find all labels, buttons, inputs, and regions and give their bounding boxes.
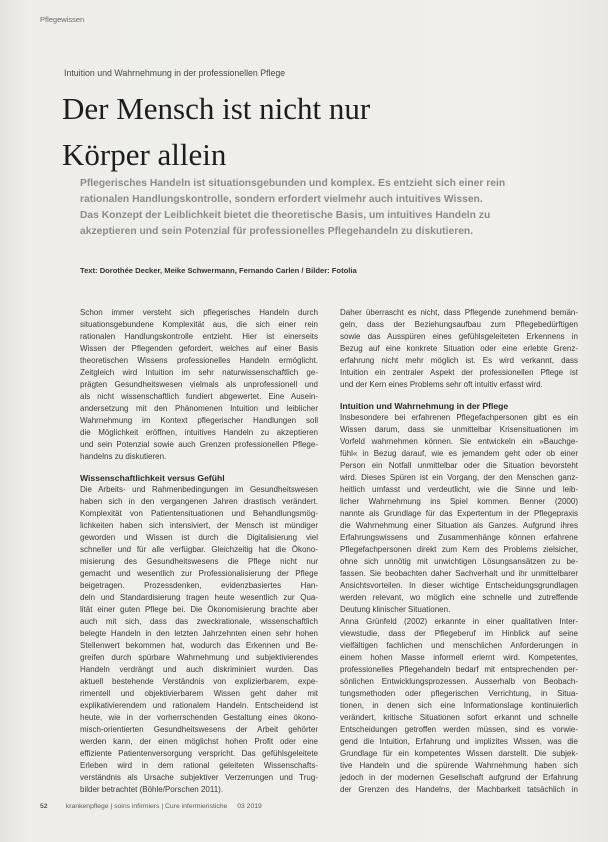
kicker: Intuition und Wahrnehmung in der professionellen Pflege [64,68,286,78]
body-column-left [80,307,318,796]
text-line: Wissen der Pflegenden gefordert, welches auf einer Basis [80,344,318,353]
publication-name: krankenpflege | soins infirmiers | Cure infermieristiche [65,803,228,810]
text-line: und der Kern eines Problems sehr oft intuitiv erfasst wird. [340,380,543,389]
text-line: die Möglichkeit eröffnen, intuitives Handeln zu akzeptieren [80,428,318,437]
paragraph [80,484,318,796]
paragraph [340,616,578,796]
text-line: Erfahrungswissens und Zusammenhänge können erfahrene [340,533,578,542]
text-line: handelns zu diskutieren. [80,452,167,461]
text-line: Handeln verdrängt und auch diskriminiert wurden. Das [80,665,318,674]
text-line: beigetragen. Prozessdenken, evidenzbasiertes Han- [80,581,318,590]
text-line: Wahrnehmung im Kontext pflegerischer Handlungen soll [80,416,318,425]
text-line: rimentell und objektivierbarem Wissen geht daher mit [80,689,318,698]
text-line: deln und Standardisierung tragen heute wesentlich zur Qua- [80,593,318,602]
text-line: prägten Gesundheitswesen vielmals als unprofessionell und [80,380,318,389]
text-line: explikativierendem und rationalem Handeln. Entscheidend ist [80,701,318,710]
text-line: lität einer guten Pflege bei. Die Ökonomisierung brachte aber [80,605,318,614]
text-line: Grundlage für ein kompetentes Wissen darstellt. Die subjek- [340,749,578,758]
text-line: Erleben wird in dem rational geleiteten Wissenschafts- [80,761,318,770]
text-line: heitlich umfasst und verdeutlicht, wie die Sinne und leib- [340,485,578,494]
text-line: licher Wahrnehmung ins Spiel kommen. Benner (2000) [340,497,578,506]
text-line: heute, wie in der vorherrschenden Gestaltung eines ökono- [80,713,318,722]
paragraph [340,307,578,391]
text-line: haben sich in den vergangenen Jahren drastisch verändert. [80,497,318,506]
text-line: Insbesondere bei erfahrenen Pflegefachpersonen gibt es ein [340,413,578,422]
text-line: wird. Dieses Spüren ist ein Vorgang, der den Menschen ganz- [340,473,578,482]
text-line: misierung des Gesundheitswesens die Pflege nicht nur [80,557,318,566]
text-line: Entscheidungen getroffen werden müssen, sind es vorwie- [340,725,578,734]
text-line: werden relevant, wo möglich eine schnelle und zutreffende [340,593,578,602]
text-line: tive Handeln und die spürende Wahrnehmung haben sich [340,761,578,770]
text-line: Deutung klinischer Situationen. [340,605,451,614]
text-line: sowie das Ausspüren eines gefühlsgeleiteten Erkennens in [340,332,578,341]
text-line: Pflegefachpersonen direkt zum Kern des Problems zielsicher, [340,545,578,554]
text-line: geworden und Wissen ist durch die Digitalisierung viel [80,533,318,542]
text-line: der Grenzen des Handelns, der Machbarkeit tatsächlich in [340,785,578,794]
headline-line: Der Mensch ist nicht nur [62,91,371,126]
text-line: vielfältigen fachlichen und menschlichen Anforderungen in [340,641,578,650]
text-line: geln, dass der Beziehungsaufbau zum Pflegebedürftigen [340,320,578,329]
section-heading: Intuition und Wahrnehmung in der Pflege [340,401,509,411]
text-line: schneller und für alle verfügbar. Gleichzeitig hat die Ökono- [80,545,318,554]
text-line: Daher überrascht es nicht, dass Pflegende zunehmend bemän- [340,308,578,317]
text-line: tungsmethoden oder pflegerischen Verrichtung, in Situa- [340,689,578,698]
text-line: Vorfeld wahrnehmen können. Sie entwickeln ein »Bauchge- [340,437,578,446]
lead-line: Pflegerisches Handeln ist situationsgebunden und komplex. Es entzieht sich einer rein [80,178,506,189]
text-line: Die Arbeits- und Rahmenbedingungen im Gesundheitswesen [80,485,318,494]
text-line: verständnis als Ursache subjektiver Verzerrungen und Trug- [80,773,318,782]
text-line: Zeitgleich wird Intuition im sehr naturwissenschaftlich ge- [80,368,318,377]
text-line: nannte als Grundlage für das Expertentum in der Pflegepraxis [340,509,578,518]
text-line: fühl« in Bezug darauf, wie es jemandem geht oder ob einer [340,449,578,458]
text-line: andersetzung mit den Phänomenen Intuition und leiblicher [80,404,318,413]
text-line: jedoch in der modernen Gesellschaft aufgrund der Erfahrung [340,773,578,782]
text-line: und sein Potenzial sowie auch Grenzen professionellen Pflege- [80,440,318,449]
paragraph [80,307,318,463]
text-line: professionelles Pflegehandeln bedarf mit entsprechenden per- [340,665,578,674]
page-number: 52 [40,803,48,810]
byline: Text: Dorothée Decker, Meike Schwermann, Fernando Carlen / Bilder: Fotolia [80,266,357,275]
lead-line: rationalen Handlungskontrolle, sondern erfordert vielmehr auch intuitives Wissen. [80,194,483,205]
text-line: erfahrung nicht mehr möglich ist. Es wird verkannt, dass [340,356,578,365]
text-line: Bezug auf eine konkrete Situation oder eine erlebte Grenz- [340,344,578,353]
text-line: misch-orientierten Gesundheitswesens der Arbeit gehörter [80,725,318,734]
text-line: Komplexität von Patientensituationen und Behandlungsmög- [80,509,318,518]
headline [62,86,370,178]
text-line: Stellenwert bekommen hat, wodurch das Erkennen und Be- [80,641,318,650]
section-label: Pflegewissen [40,15,85,24]
text-line: belegte Handeln in den letzten Jahrzehnten einen sehr hohen [80,629,318,638]
text-line: bilder betrachtet (Böhle/Porschen 2011). [80,785,224,794]
text-line: Person ein Notfall unmittelbar oder die Situation bevorsteht [340,461,578,470]
text-line: tionen, in denen sich eine Informationslage kontinuierlich [340,701,578,710]
text-line: Wissen darum, dass sie unmittelbar Krisensituationen im [340,425,578,434]
text-line: situationsgebundene Komplexität aus, die sich einer rein [80,320,318,329]
lead-line: Das Konzept der Leiblichkeit bietet die theoretische Basis, um intuitives Handeln zu [80,210,491,221]
text-line: viewstudie, dass der Pflegeberuf im Hinblick auf seine [340,629,578,638]
text-line: effiziente Patientenversorgung verspricht. Das gefühlsgeleitete [80,749,318,758]
text-line: Ansichtsvorteilen. In dieser wichtige Entscheidungsgrundlagen [340,581,578,590]
text-line: theoretischen Wissens professionelles Handeln ermöglicht. [80,356,318,365]
paragraph [340,412,578,616]
text-line: Anna Grünfeld (2002) erkannte in einer qualitativen Inter- [340,617,578,626]
text-line: verändert, kritische Situationen sofort erkannt und schnelle [340,713,578,722]
text-line: rationalen Handlungskontrolle entzieht. Hier ist einerseits [80,332,318,341]
text-line: Intuition ein zentraler Aspekt der professionellen Pflege ist [340,368,578,377]
text-line: aktuell bestehende Verständnis von explizierbarem, expe- [80,677,318,686]
text-line: als nicht wissenschaftlich fundiert abgewertet. Eine Ausein- [80,392,318,401]
text-line: lichkeiten haben sich intensiviert, der Mensch ist mündiger [80,521,318,530]
text-line: gend die Intuition, Erfahrung und implizites Wissen, was die [340,737,578,746]
body-column-right [340,307,578,796]
text-line: fassen. Sie beobachten daher Sachverhalt und ihr unmittelbarer [340,569,578,578]
lead-line: akzeptieren und sein Potenzial für professionelles Pflegehandeln zu diskutieren. [80,226,474,237]
issue-date: 03 2019 [237,803,262,810]
text-line: einem hohen Masse informell erlernt wird. Kompetentes, [340,653,578,662]
text-line: greifen durch spürbare Wahrnehmung und subjektivierendes [80,653,318,662]
text-line: die Wahrnehmung einer Situation als Ganzes. Aufgrund ihres [340,521,578,530]
text-line: Schon immer versteht sich pflegerisches Handeln durch [80,308,318,317]
section-heading: Wissenschaftlichkeit versus Gefühl [80,473,225,483]
footer [40,803,262,810]
text-line: sönlichen Entwicklungsprozessen. Ausserhalb von Beobach- [340,677,578,686]
text-line: auch mit sich, dass das zweckrationale, wissenschaftlich [80,617,318,626]
text-line: ohne sich unnötig mit unwichtigen Lösungsansätzen zu be- [340,557,578,566]
text-line: gemacht und wesentlich zur Professionalisierung der Pflege [80,569,318,578]
headline-line: Körper allein [62,137,227,172]
text-line: werden kann, der einen möglichst hohen Profit oder eine [80,737,318,746]
lead-paragraph [80,176,577,240]
